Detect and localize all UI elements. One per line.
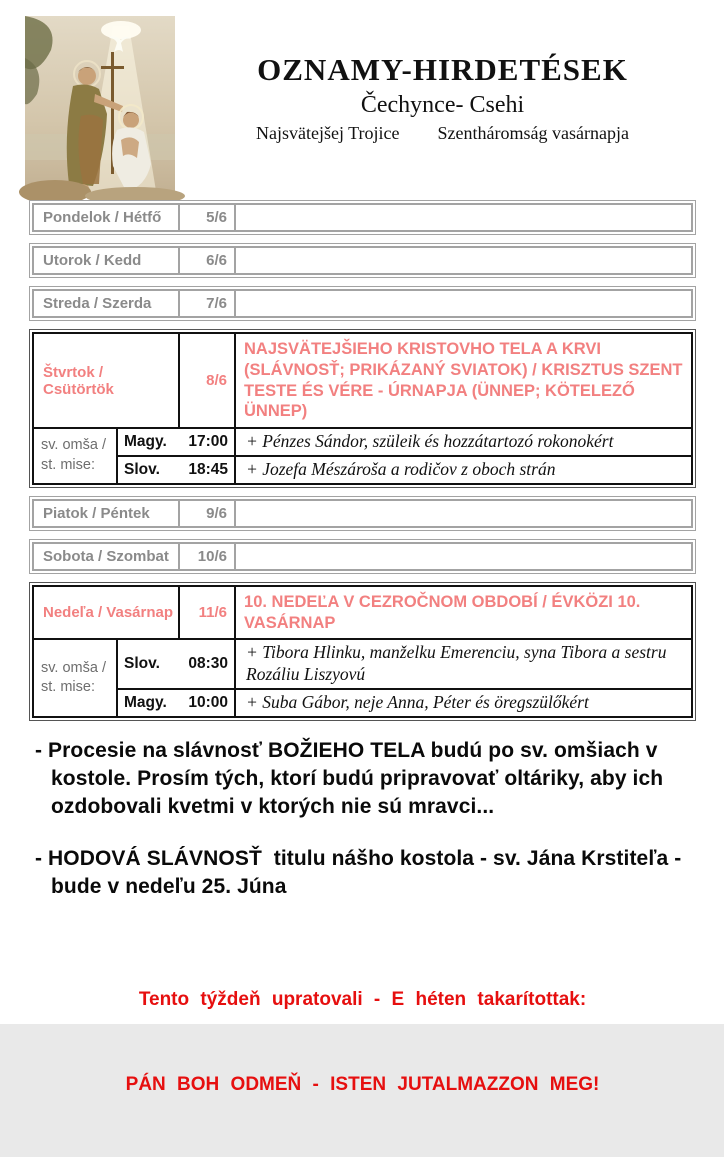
mass-label-line2: st. mise: bbox=[41, 679, 95, 696]
feast-title: 10. NEDEĽA V CEZROČNOM OBDOBÍ / ÉVKÖZI 10. VASÁRNAP bbox=[235, 586, 692, 640]
day-row-saturday bbox=[29, 539, 696, 574]
day-date: 8/6 bbox=[179, 333, 235, 428]
mass-lang-time bbox=[117, 456, 235, 484]
mass-time: 10:00 bbox=[188, 694, 229, 712]
announcement-procession: - Procesie na slávnosť BOŽIEHO TELA budú po sv. omšiach v kostole. Prosím tých, ktorí budú pripravovať oltáriky, aby ich ozdobovali kvetmi v ktorých nie sú mravci... bbox=[35, 739, 670, 818]
day-row-friday bbox=[29, 496, 696, 531]
day-name: Sobota / Szombat bbox=[33, 543, 179, 570]
feast-title: NAJSVÄTEJŠIEHO KRISTOVHO TELA A KRVI (SLÁVNOSŤ; PRIKÁZANÝ SVIATOK) / KRISZTUS SZENT TESTE ÉS VÉRE - ÚRNAPJA (ÜNNEP; KÖTELEZŐ ÜNNEP) bbox=[235, 333, 692, 428]
day-name: Pondelok / Hétfő bbox=[33, 204, 179, 231]
day-row-tuesday bbox=[29, 243, 696, 278]
cleaning-thanks-line1: Tento týždeň upratovali - E héten takarítottak: bbox=[138, 988, 587, 1010]
mass-intention: + Tibora Hlinku, manželku Emerenciu, syna Tibora a sestru Rozáliu Liszyovú bbox=[235, 639, 692, 689]
day-row-thursday-feast bbox=[29, 329, 696, 488]
cleaning-thanks-line2: PÁN BOH ODMEŇ - ISTEN JUTALMAZZON MEG! bbox=[125, 1074, 600, 1096]
day-row-wednesday bbox=[29, 286, 696, 321]
mass-time: 18:45 bbox=[188, 460, 229, 478]
day-date: 5/6 bbox=[179, 204, 235, 231]
page-title: OZNAMY-HIRDETÉSEK bbox=[257, 52, 628, 87]
day-date: 10/6 bbox=[179, 543, 235, 570]
day-notes-empty bbox=[235, 500, 692, 527]
day-name: Streda / Szerda bbox=[33, 290, 179, 317]
mass-label-line2: st. mise: bbox=[41, 457, 95, 473]
announcement-patronal-feast: - HODOVÁ SLÁVNOSŤ titulu nášho kostola - sv. Jána Krstiteľa - bude v nedeľu 25. Júna bbox=[35, 846, 688, 898]
mass-label-line1: sv. omša / bbox=[41, 659, 106, 676]
mass-language: Magy. bbox=[124, 694, 167, 712]
day-date: 7/6 bbox=[179, 290, 235, 317]
parish-name: Čechynce- Csehi bbox=[360, 92, 525, 118]
day-date: 6/6 bbox=[179, 247, 235, 274]
mass-lang-time bbox=[117, 689, 235, 717]
baptism-of-christ-image bbox=[25, 16, 175, 197]
day-row-monday bbox=[29, 200, 696, 235]
day-row-sunday-feast bbox=[29, 582, 696, 721]
mass-intention: + Pénzes Sándor, szüleik és hozzátartozó rokonokért bbox=[235, 428, 692, 456]
mass-language: Slov. bbox=[124, 460, 160, 478]
day-name: Štvrtok / Csütörtök bbox=[33, 333, 179, 428]
mass-time: 08:30 bbox=[188, 655, 229, 673]
occasion-slovak: Najsvätejšej Trojice bbox=[256, 123, 400, 143]
schedule-and-announcements bbox=[29, 200, 696, 1157]
day-notes-empty bbox=[235, 543, 692, 570]
day-name: Nedeľa / Vasárnap bbox=[33, 586, 179, 640]
occasion-hungarian: Szentháromság vasárnapja bbox=[437, 123, 629, 143]
day-notes-empty bbox=[235, 204, 692, 231]
day-name: Utorok / Kedd bbox=[33, 247, 179, 274]
announcements bbox=[29, 737, 696, 901]
mass-lang-time bbox=[117, 639, 235, 689]
mass-intention: + Suba Gábor, neje Anna, Péter és öregszülőkért bbox=[235, 689, 692, 717]
mass-language: Magy. bbox=[124, 433, 167, 451]
mass-language: Slov. bbox=[124, 655, 160, 673]
header bbox=[180, 52, 705, 144]
day-date: 9/6 bbox=[179, 500, 235, 527]
day-notes-empty bbox=[235, 247, 692, 274]
mass-lang-time bbox=[117, 428, 235, 456]
mass-label bbox=[33, 428, 117, 484]
mass-label bbox=[33, 639, 117, 717]
day-name: Piatok / Péntek bbox=[33, 500, 179, 527]
mass-label-line1: sv. omša / bbox=[41, 437, 106, 454]
mass-intention: + Jozefa Mészároša a rodičov z oboch strán bbox=[235, 456, 692, 484]
mass-time: 17:00 bbox=[188, 433, 229, 451]
day-notes-empty bbox=[235, 290, 692, 317]
feast-of-week bbox=[180, 123, 705, 144]
day-date: 11/6 bbox=[179, 586, 235, 640]
cleaning-thanks-note bbox=[29, 929, 696, 1157]
